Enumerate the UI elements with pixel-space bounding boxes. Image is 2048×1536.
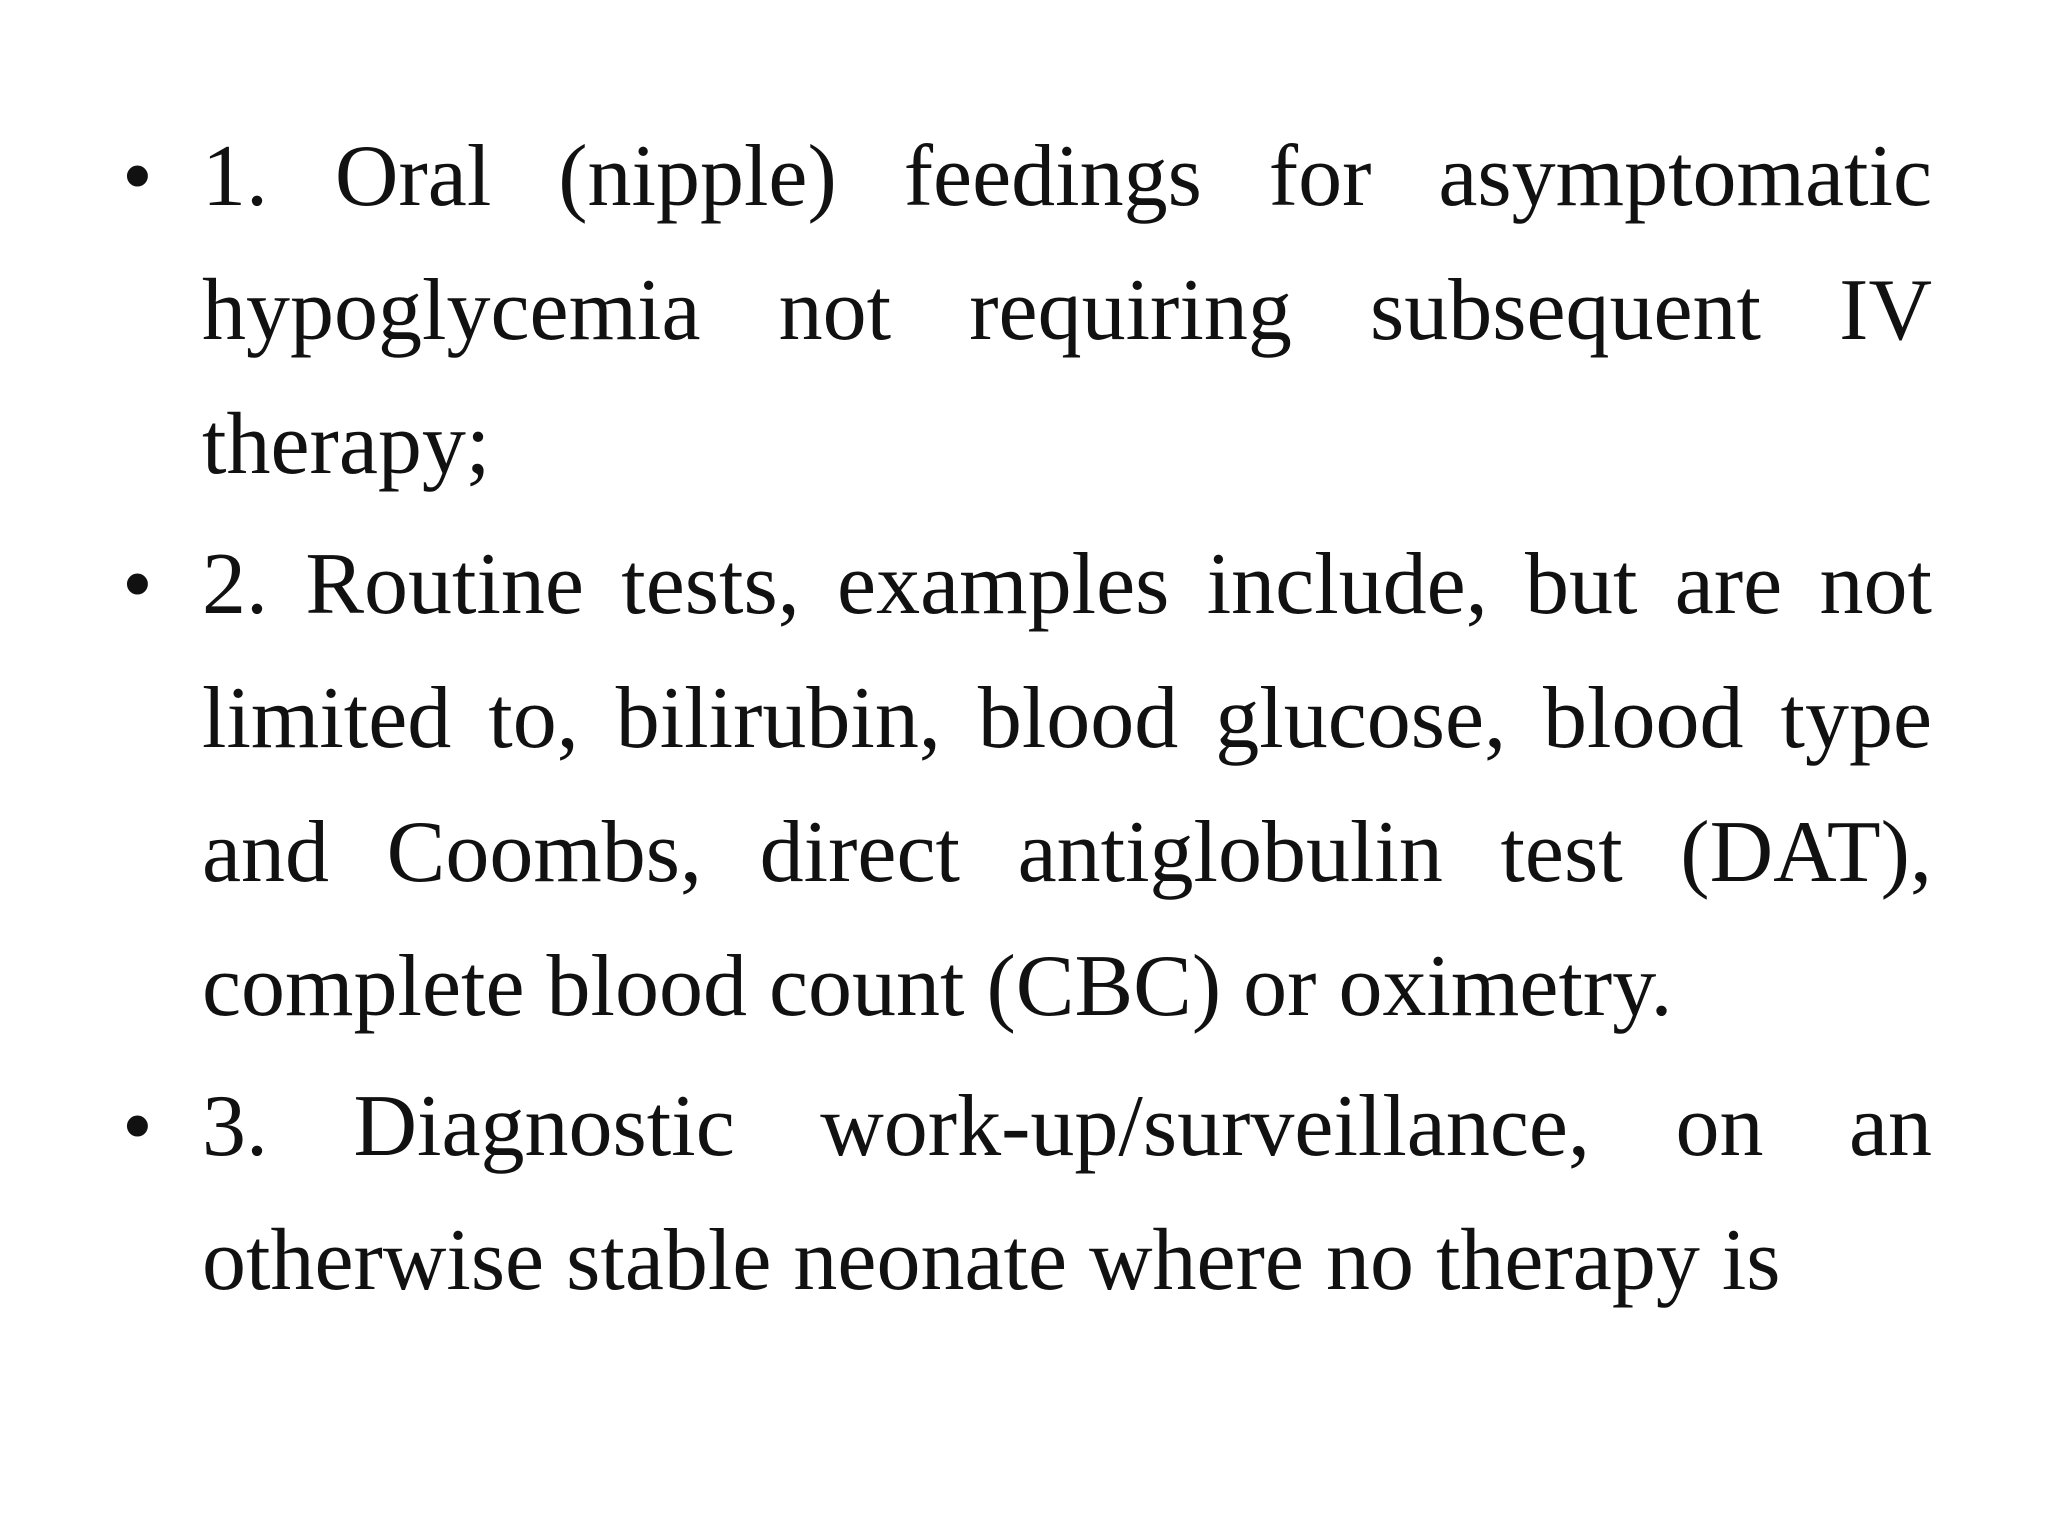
bullet-marker: • <box>122 536 153 633</box>
bullet-item-2 <box>122 518 1932 1054</box>
bullet-text-3: 3. Diagnostic work-up/surveillance, on an otherwise stable neonate where no therapy is <box>202 1078 1932 1309</box>
bullet-item-1 <box>122 110 1932 512</box>
bullet-item-3 <box>122 1060 1932 1328</box>
bullet-marker: • <box>122 1078 153 1175</box>
bullet-list <box>122 110 1932 1334</box>
bullet-text-2: 2. Routine tests, examples include, but are not limited to, bilirubin, blood glucose, blood type and Coombs, direct antiglobulin test (DAT), complete blood count (CBC) or oximetry. <box>202 536 1932 1035</box>
bullet-text-1: 1. Oral (nipple) feedings for asymptomatic hypoglycemia not requiring subsequent IV therapy; <box>202 128 1932 493</box>
bullet-marker: • <box>122 128 153 225</box>
